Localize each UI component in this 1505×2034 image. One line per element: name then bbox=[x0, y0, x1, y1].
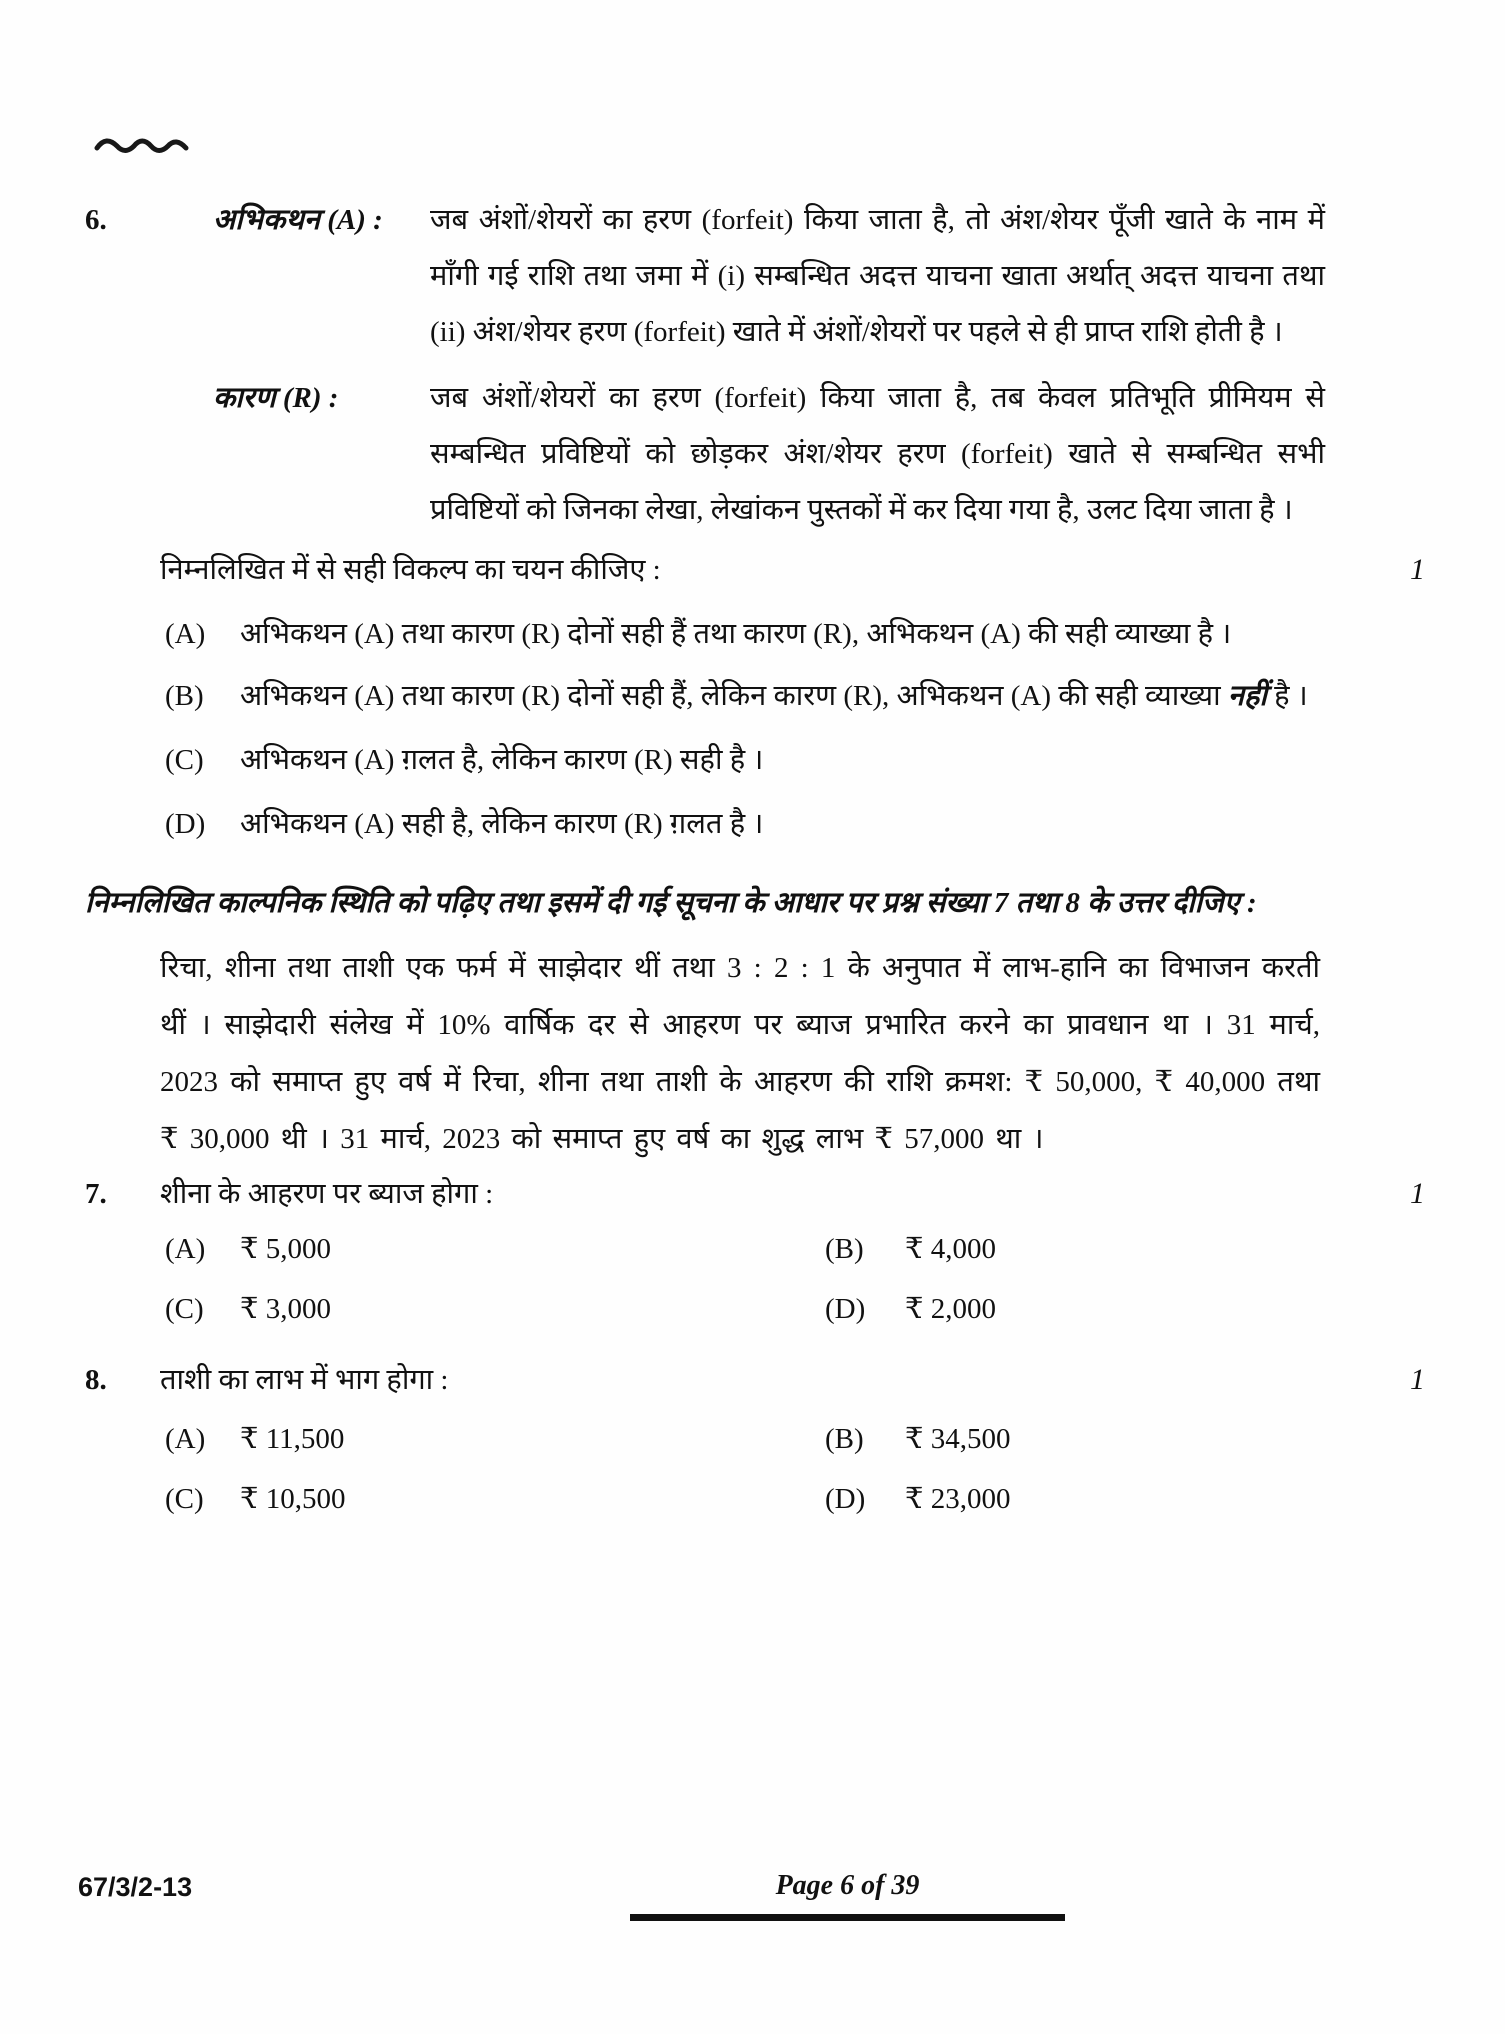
option-letter: (A) bbox=[165, 1233, 206, 1265]
option-value: ₹ 11,500 bbox=[240, 1423, 345, 1455]
option-letter: (C) bbox=[165, 1483, 204, 1515]
option-row-a bbox=[165, 606, 1365, 662]
marks-badge: 1 bbox=[1410, 553, 1425, 586]
footer-page-number: Page 6 of 39 bbox=[775, 1870, 920, 1901]
marks-badge: 1 bbox=[1410, 1177, 1425, 1210]
option-text-emphasis: नहीं bbox=[1227, 680, 1267, 712]
question-7 bbox=[85, 1174, 1425, 1214]
question-8 bbox=[85, 1360, 1425, 1400]
option-text: अभिकथन (A) ग़लत है, लेकिन कारण (R) सही है । bbox=[240, 744, 764, 776]
option-row-d bbox=[165, 796, 1365, 852]
option-letter: (B) bbox=[825, 1423, 864, 1455]
option-value: ₹ 34,500 bbox=[905, 1423, 1011, 1455]
reason-label: कारण (R) : bbox=[213, 382, 339, 414]
pen-squiggle-mark bbox=[93, 132, 1425, 164]
option-letter: (C) bbox=[165, 744, 204, 776]
option-value: ₹ 10,500 bbox=[240, 1483, 346, 1515]
case-study-intro: निम्नलिखित काल्पनिक स्थिति को पढ़िए तथा इसमें दी गई सूचना के आधार पर प्रश्न संख्या 7 तथा 8 के उत्तर दीजिए : bbox=[85, 887, 1257, 919]
footer-rule bbox=[630, 1914, 1065, 1921]
choose-option-row bbox=[160, 550, 1425, 590]
option-letter: (C) bbox=[165, 1293, 204, 1325]
option-value: ₹ 5,000 bbox=[240, 1233, 331, 1265]
assertion-label: अभिकथन (A) : bbox=[213, 204, 383, 236]
question-6-options bbox=[165, 606, 1365, 852]
option-text-after: है । bbox=[1266, 680, 1308, 712]
spacer-cell bbox=[85, 370, 213, 538]
option-letter: (A) bbox=[165, 618, 206, 650]
question-8-number: 8. bbox=[85, 1364, 107, 1396]
option-text bbox=[240, 668, 1365, 724]
case-study-paragraph: रिचा, शीना तथा ताशी एक फर्म में साझेदार थीं तथा 3 : 2 : 1 के अनुपात में लाभ-हानि का विभाजन करती थीं । साझेदारी संलेख में 10% वार्षिक दर से आहरण पर ब्याज प्रभारित करने का प्रावधान था । 31 मार्च, 2023 को समाप्त हुए वर्ष में रिचा, शीना तथा ताशी के आहरण की राशि क्रमश: ₹ 50,000, ₹ 40,000 तथा ₹ 30,000 थी । 31 मार्च, 2023 को समाप्त हुए वर्ष का शुद्ध लाभ ₹ 57,000 था । bbox=[160, 952, 1320, 1155]
reason-text: जब अंशों/शेयरों का हरण (forfeit) किया जाता है, तब केवल प्रतिभूति प्रीमियम से सम्बन्धित प्रविष्टियों को छोड़कर अंश/शेयर हरण (forfeit) खाते से सम्बन्धित सभी प्रविष्टियों को जिनका लेखा, लेखांकन पुस्तकों में कर दिया गया है, उलट दिया जाता है । bbox=[430, 382, 1325, 526]
option-value: ₹ 4,000 bbox=[905, 1233, 996, 1265]
footer-paper-code: 67/3/2-13 bbox=[78, 1872, 193, 1902]
option-text-before: अभिकथन (A) तथा कारण (R) दोनों सही हैं, लेकिन कारण (R), अभिकथन (A) की सही व्याख्या bbox=[240, 680, 1228, 712]
option-letter: (D) bbox=[165, 808, 206, 840]
option-text: अभिकथन (A) सही है, लेकिन कारण (R) ग़लत है । bbox=[240, 808, 764, 840]
option-letter: (A) bbox=[165, 1423, 206, 1455]
option-value: ₹ 2,000 bbox=[905, 1293, 996, 1325]
choose-prompt: निम्नलिखित में से सही विकल्प का चयन कीजिए : bbox=[160, 554, 661, 586]
question-6 bbox=[85, 192, 1425, 538]
option-row-c bbox=[165, 732, 1365, 788]
question-7-number: 7. bbox=[85, 1178, 107, 1210]
question-7-text: शीना के आहरण पर ब्याज होगा : bbox=[160, 1178, 494, 1210]
option-letter: (D) bbox=[825, 1483, 866, 1515]
question-8-options bbox=[165, 1418, 1365, 1520]
question-7-options bbox=[165, 1228, 1365, 1330]
option-letter: (D) bbox=[825, 1293, 866, 1325]
option-row-b bbox=[165, 668, 1365, 724]
option-value: ₹ 3,000 bbox=[240, 1293, 331, 1325]
marks-badge: 1 bbox=[1410, 1363, 1425, 1396]
option-value: ₹ 23,000 bbox=[905, 1483, 1011, 1515]
option-letter: (B) bbox=[825, 1233, 864, 1265]
question-6-number: 6. bbox=[85, 204, 107, 236]
option-letter: (B) bbox=[165, 680, 204, 712]
question-8-text: ताशी का लाभ में भाग होगा : bbox=[160, 1364, 449, 1396]
assertion-text: जब अंशों/शेयरों का हरण (forfeit) किया जाता है, तो अंश/शेयर पूँजी खाते के नाम में माँगी गई राशि तथा जमा में (i) सम्बन्धित अदत्त याचना खाता अर्थात् अदत्त याचना तथा (ii) अंश/शेयर हरण (forfeit) खाते में अंशों/शेयरों पर पहले से ही प्राप्त राशि होती है । bbox=[430, 204, 1325, 348]
option-text: अभिकथन (A) तथा कारण (R) दोनों सही हैं तथा कारण (R), अभिकथन (A) की सही व्याख्या है । bbox=[240, 618, 1232, 650]
